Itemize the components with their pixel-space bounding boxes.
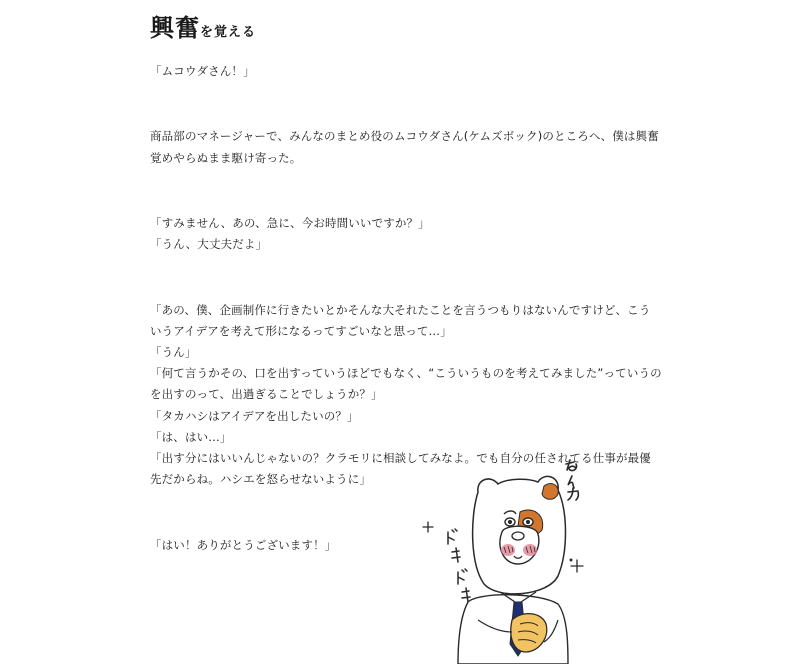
story-paragraph: 「はい！ありがとうございます！」	[150, 537, 337, 552]
story-paragraph: 「うん、大丈夫だよ」	[150, 237, 268, 252]
bear-illustration	[418, 452, 598, 664]
blank-line	[150, 180, 662, 201]
story-paragraph: 「出す分にはいいんじゃないの？クラモリに相談してみなよ。でも自分の任されてる仕事が最優先だからね。ハシエを怒らせないように」	[150, 451, 651, 487]
page-title-main: 興奮	[150, 14, 200, 42]
ear-patch	[542, 484, 558, 500]
blank-line	[150, 94, 662, 115]
page-title-suffix: を覚える	[200, 25, 257, 40]
blank-line	[150, 267, 662, 288]
story-paragraph: 「タカハシはアイデアを出したいの？」	[150, 408, 359, 423]
story-paragraph: 「ムコウダさん！」	[150, 64, 255, 78]
page-title	[150, 8, 256, 43]
handwritten-nanka	[566, 460, 578, 500]
story-paragraph: 「は、はい…」	[150, 429, 232, 444]
story-paragraph: 商品部のマネージャーで、みんなのまとめ役のムコウダさん(ケムズボック)のところへ、僕は興奮覚めやらぬまま駆け寄った。	[150, 129, 659, 165]
bear-illustration-drawing	[418, 452, 598, 664]
story-paragraph: 「うん」	[150, 344, 197, 359]
story-paragraph: 「何て言うかその、口を出すっていうほどでもなく、“こういうものを考えてみました”っていうのを出すのって、出過ぎることでしょうか？」	[150, 366, 662, 402]
story-paragraph: 「あの、僕、企画制作に行きたいとかそんな大それたことを言うつもりはないんですけど、こういうアイデアを考えて形になるってすごいなと思って…」	[150, 302, 651, 338]
story-paragraph: 「すみません、あの、急に、今お時間いいですか？」	[150, 215, 430, 230]
